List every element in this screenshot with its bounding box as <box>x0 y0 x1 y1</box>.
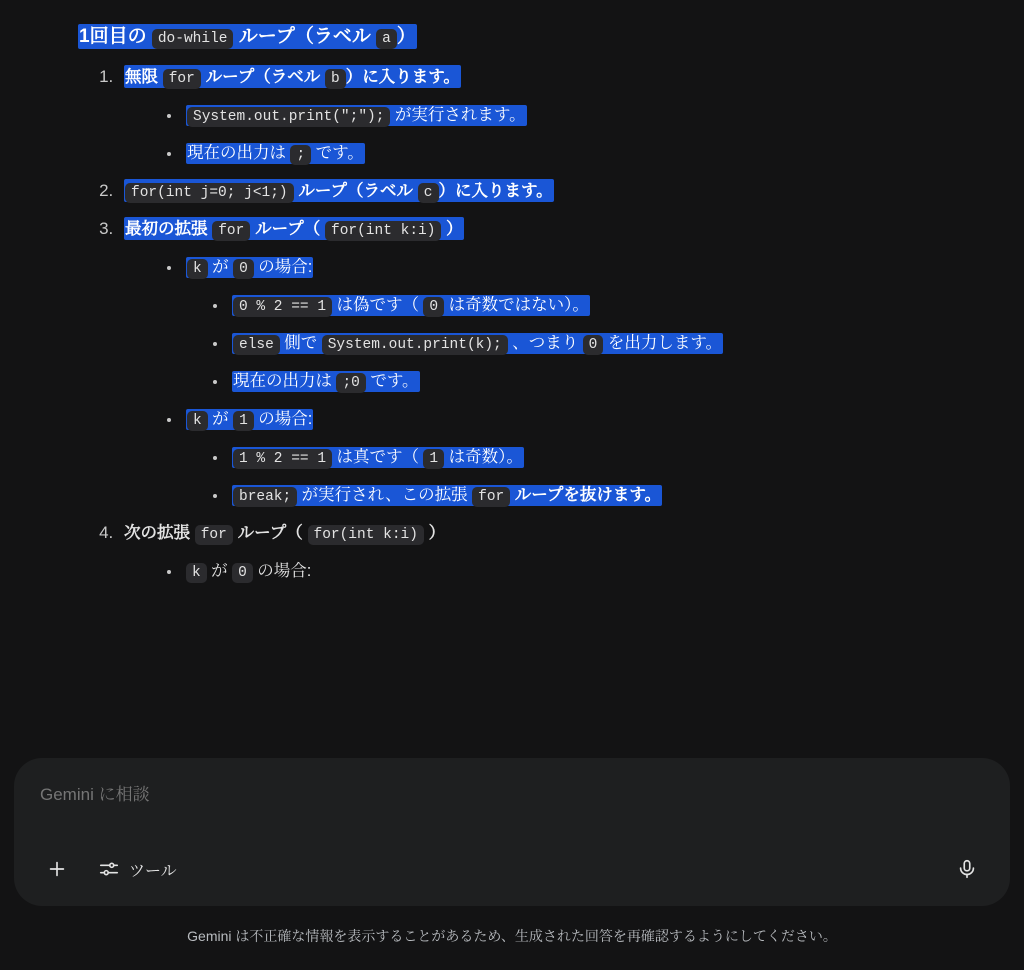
disclaimer-text: Gemini は不正確な情報を表示することがあるため、生成された回答を再確認するようにしてください。 <box>187 928 837 944</box>
tune-icon <box>98 858 120 880</box>
item3-part0: 最初の拡張 <box>125 220 208 239</box>
item3-s1-c-t0: 現在の出力は <box>233 372 332 391</box>
add-attachment-button[interactable] <box>38 850 76 888</box>
plus-icon <box>46 858 68 880</box>
item3-sub1-code-0: 0 <box>233 259 254 279</box>
item3-s1-a-t0: は偽です（ <box>336 296 419 315</box>
item1-sub2-text1: です。 <box>315 144 364 163</box>
answer-sub-sub-list <box>186 443 984 505</box>
item4-part4: ） <box>428 524 446 543</box>
item3-sub1-text0: が <box>212 258 229 277</box>
list-item <box>118 177 984 201</box>
item3-s1-c-t1: です。 <box>370 372 419 391</box>
list-item <box>228 443 984 467</box>
item3-s1-a-code2: 0 <box>423 297 444 317</box>
list-item <box>118 215 984 505</box>
list-item <box>228 481 984 505</box>
item3-sub2-code-k: k <box>187 411 208 431</box>
item3-s2-b-t1: ループを抜けます。 <box>514 486 662 505</box>
list-item <box>182 139 984 163</box>
item3-sub1-text1: の場合: <box>258 258 313 277</box>
list-item <box>182 101 984 125</box>
item1-part4: ）に入ります。 <box>345 68 460 87</box>
item2-part3: ）に入ります。 <box>438 182 553 201</box>
item3-code-for: for <box>212 221 250 241</box>
item2-part1: ループ（ラベル <box>298 182 414 201</box>
item3-s2-b-code-for: for <box>472 487 510 507</box>
item4-part2: ループ（ <box>237 524 303 543</box>
tools-button[interactable] <box>88 850 191 888</box>
item2-code-label-c: c <box>418 183 439 203</box>
item3-s2-a-code: 1 % 2 == 1 <box>233 449 332 469</box>
item1-code-label-b: b <box>325 69 346 89</box>
item3-s2-a-t1: は奇数）。 <box>448 448 523 467</box>
item3-s1-b-t1: 、つまり <box>512 334 579 353</box>
answer-sub-sub-list <box>186 291 984 391</box>
heading-code-do-while: do-while <box>152 29 234 49</box>
item3-s2-a-code2: 1 <box>423 449 444 469</box>
list-item <box>228 291 984 315</box>
item4-sub1-t1: の場合: <box>257 562 312 581</box>
item1-part2: ループ（ラベル <box>205 68 321 87</box>
item3-s2-a-t0: は真です（ <box>336 448 419 467</box>
item3-sub2-t0: が <box>212 410 229 429</box>
item3-s1-a-t1: は奇数ではない）。 <box>448 296 589 315</box>
item3-part2: ループ（ <box>255 220 321 239</box>
item1-part0: 無限 <box>125 68 158 87</box>
item4-part0: 次の拡張 <box>124 524 190 543</box>
list-item <box>118 519 984 581</box>
item3-sub2-code-1: 1 <box>233 411 254 431</box>
item3-s2-b-code-break: break; <box>233 487 297 507</box>
list-item <box>228 367 984 391</box>
item2-code-for-j: for(int j=0; j<1;) <box>125 183 294 203</box>
item3-sub1-code-k: k <box>187 259 208 279</box>
heading-code-label-a: a <box>376 29 397 49</box>
item1-sub2-code: ; <box>290 145 311 165</box>
heading-suffix: ループ（ラベル <box>238 26 371 47</box>
item3-s1-b-t2: を出力します。 <box>607 334 722 353</box>
item3-s2-b-t0: が実行され、この拡張 <box>301 486 468 505</box>
item4-code-for: for <box>195 525 233 545</box>
item4-sub1-t0: が <box>211 562 228 581</box>
list-item <box>182 253 984 391</box>
item1-code-for: for <box>163 69 201 89</box>
item3-s1-b-code-0: 0 <box>583 335 604 355</box>
answer-sub-list <box>124 557 984 581</box>
item1-sub2-text0: 現在の出力は <box>187 144 286 163</box>
list-item <box>182 405 984 505</box>
list-item <box>118 63 984 163</box>
item1-sub1-code: System.out.print(";"); <box>187 107 390 127</box>
heading-prefix: 1回目の <box>79 26 147 47</box>
tools-button-label: ツール <box>129 862 177 880</box>
item4-sub1-code-0: 0 <box>232 563 253 583</box>
item4-code-for-k: for(int k:i) <box>308 525 424 545</box>
item3-sub2-t1: の場合: <box>258 410 313 429</box>
composer-toolbar <box>14 832 1010 906</box>
item3-s1-b-code-else: else <box>233 335 280 355</box>
item3-code-for-k: for(int k:i) <box>325 221 441 241</box>
list-item <box>228 329 984 353</box>
item3-part4: ） <box>446 220 463 239</box>
microphone-icon <box>956 858 978 880</box>
item3-s1-a-code: 0 % 2 == 1 <box>233 297 332 317</box>
heading-tail: ） <box>396 26 416 47</box>
item3-s1-b-code-print: System.out.print(k); <box>322 335 508 355</box>
list-item <box>182 557 984 581</box>
microphone-button[interactable] <box>948 850 986 888</box>
composer[interactable] <box>14 758 1010 906</box>
item3-s1-b-t0: 側で <box>284 334 318 353</box>
answer-ordered-list <box>40 63 984 581</box>
item4-sub1-code-k: k <box>186 563 207 583</box>
item1-sub1-text: が実行されます。 <box>394 106 526 125</box>
item3-s1-c-code: ;0 <box>336 373 365 393</box>
answer-heading <box>78 22 984 51</box>
answer-sub-list <box>124 101 984 163</box>
prompt-input[interactable] <box>38 784 950 806</box>
answer-sub-list <box>124 253 984 505</box>
